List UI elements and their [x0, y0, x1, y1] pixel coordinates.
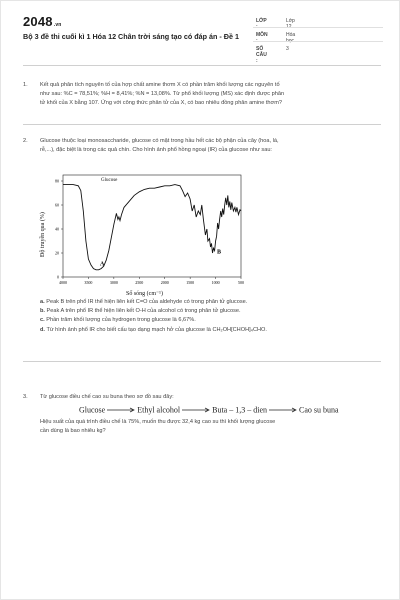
x-tick-label: 1000 [211, 280, 220, 285]
ir-spectrum-chart [31, 169, 246, 307]
question-3-text: Hiệu suất của quá trình điều chế là 75%, muốn thu được 32,4 kg cao su thì khối lượng glucose cần dùng là bao nhiêu kg? [40, 419, 276, 435]
x-tick-label: 2500 [135, 280, 144, 285]
x-tick-label: 3000 [109, 280, 118, 285]
divider [23, 65, 381, 66]
arrow-right-icon [182, 407, 210, 413]
option-a: a. Peak B trên phổ IR thể hiện liên kết C=O của aldehyde có trong phân tử glucose. [40, 299, 248, 305]
site-logo[interactable]: 2048.vn [23, 14, 62, 29]
y-tick-label: 60 [55, 202, 59, 208]
x-tick-label: 4000 [59, 280, 67, 285]
x-tick-label: 500 [238, 280, 244, 285]
y-tick-label: 40 [55, 226, 59, 232]
divider [23, 124, 381, 125]
divider [23, 361, 381, 362]
option-b: b. Peak A trên phổ IR thể hiện liên kết O-H của alcohol có trong phân tử glucose. [40, 308, 241, 315]
peak-label-b: B [217, 249, 222, 256]
exam-title: Bộ 3 đề thi cuối kì 1 Hóa 12 Chân trời sáng tạo có đáp án - Đề 1 [23, 32, 239, 41]
scheme-step-2: Ethyl alcohol [137, 405, 181, 415]
y-tick-label: 80 [55, 178, 59, 184]
x-axis-label: Số sóng (cm⁻¹) [126, 291, 163, 297]
y-axis-label: Độ truyền qua (%) [40, 212, 46, 257]
option-d: d. Từ hình ảnh phổ IR cho biết cấu tạo dạng mạch hở của glucose là CH₂OH[CHOH]₄CHO. [40, 326, 267, 333]
question-2-options [40, 298, 380, 335]
x-tick-label: 1500 [186, 280, 195, 285]
document-page: 2048.vn Bộ 3 đề thi cuối kì 1 Hóa 12 Chân trời sáng tạo có đáp án - Đề 1 LỚP Lớp MÔN Hóa SỐ CÂU : 3 1. Kết quả phân tích nguyên tố của hợp chất amine thơm X có phần trăm khối lượng các nguyên tố như sau: %C = 78,51%; %H = 8,41%; %N = 13,08%. Từ phổ khối lượng (MS) xác định được phân tử khối của X bằng 107. Ứng với công thức phân tử của X, có bao nhiêu đồng phân amine thơm? 2. Glucose thuộc loại monosaccharide, glucose có mặt trong hầu hết các bộ phận của cây (hoa, lá, rễ,...), đặc biệt là trong các quả chín. Cho hình ảnh phổ hồng ngoại (IR) của glucose như sau: 4000 3500 3000 2500 2000 1500 1000 500 0 20 40 60 80 Glucose Độ truyền qua (%) Số sóng (cm⁻¹) A B a. Peak B trên phổ IR thể hiện liên kết C=O của aldehyde có trong phân tử glucose. b. Peak A trên phổ IR thể hiện liên kết O-H của alcohol có trong phân tử glucose. c. Phần trăm khối lượng của hydrogen trong glucose là 6,67%. d. Từ hình ảnh phổ IR cho biết cấu tạo dạng mạch hở của glucose là CH₂OH[CHOH]₄CHO. 3. Từ glucose điều chế cao su buna theo sơ đồ sau đây: Glucose Ethyl alcohol Buta – 1,3 – dien Cao su buna Hiệu suất của quá trình điều chế là 75%, muốn thu được 32,4 kg cao su thì khối lượng glucose cần dùng là bao nhiêu kg? [0, 0, 400, 600]
chart-title: Glucose [101, 178, 118, 183]
arrow-right-icon [269, 407, 297, 413]
synthesis-scheme [79, 405, 339, 415]
spectrum-line [63, 185, 241, 270]
scheme-step-3: Buta – 1,3 – dien [212, 405, 267, 415]
y-tick-label: 0 [57, 274, 59, 280]
option-c: c. Phần trăm khối lượng của hydrogen trong glucose là 6,67%. [40, 317, 196, 324]
arrow-right-icon [107, 407, 135, 413]
x-tick-label: 3500 [84, 280, 93, 285]
scheme-step-4: Cao su buna [299, 405, 339, 415]
x-tick-label: 2000 [160, 280, 169, 285]
y-tick-label: 20 [55, 250, 59, 256]
scheme-step-1: Glucose [79, 405, 106, 415]
peak-label-a: A [100, 261, 105, 268]
